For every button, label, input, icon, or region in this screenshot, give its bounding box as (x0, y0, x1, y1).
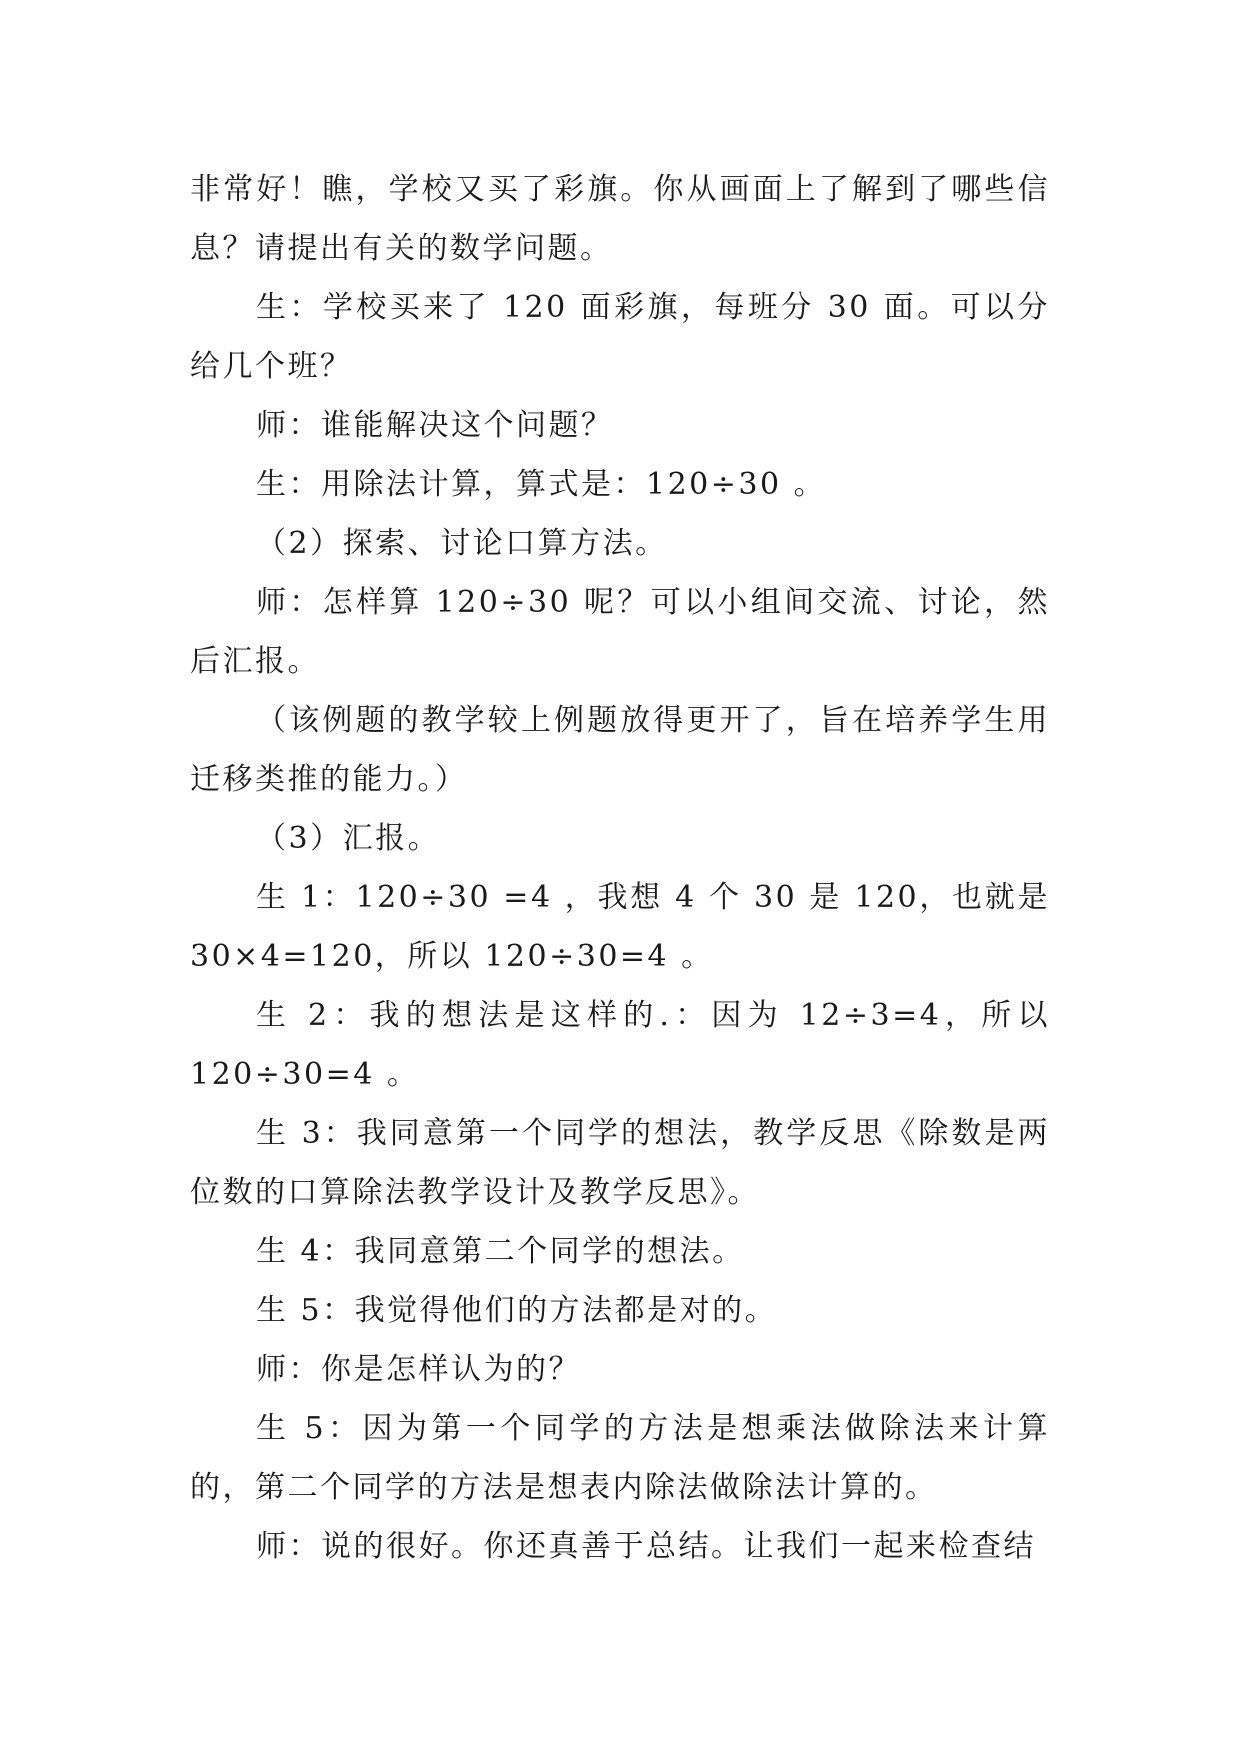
paragraph: 生 4：我同意第二个同学的想法。 (256, 1234, 745, 1269)
paragraph: （该例题的教学较上例题放得更开了，旨在培养学生用迁移类推的能力。） (190, 703, 1050, 797)
paragraph: 师：你是怎样认为的？ (256, 1352, 581, 1387)
paragraph: 生：学校买来了 120 面彩旗，每班分 30 面。可以分给几个班？ (190, 290, 1050, 384)
paragraph: 师：谁能解决这个问题？ (256, 408, 614, 443)
paragraph: （2）探索、讨论口算方法。 (256, 526, 668, 561)
paragraph: 生 5：我觉得他们的方法都是对的。 (256, 1293, 778, 1328)
paragraph: 非常好！瞧，学校又买了彩旗。你从画面上了解到了哪些信息？请提出有关的数学问题。 (190, 172, 1050, 266)
paragraph: 生 5：因为第一个同学的方法是想乘法做除法来计算的，第二个同学的方法是想表内除法做除法计算的。 (190, 1411, 1050, 1505)
paragraph: 生 3：我同意第一个同学的想法，教学反思《除数是两位数的口算除法教学设计及教学反思》。 (190, 1116, 1050, 1210)
paragraph: （3）汇报。 (256, 821, 441, 856)
paragraph: 生 1：120÷30 =4 ，我想 4 个 30 是 120，也就是 30×4=120，所以 120÷30=4 。 (190, 880, 1050, 974)
paragraph: 师：说的很好。你还真善于总结。让我们一起来检查结 (256, 1529, 1036, 1564)
paragraph: 生 2：我的想法是这样的.：因为 12÷3=4，所以 120÷30=4 。 (190, 998, 1050, 1092)
paragraph: 师：怎样算 120÷30 呢？可以小组间交流、讨论，然后汇报。 (190, 585, 1050, 679)
paragraph: 生：用除法计算，算式是：120÷30 。 (256, 467, 827, 502)
document-body (190, 160, 1050, 1576)
